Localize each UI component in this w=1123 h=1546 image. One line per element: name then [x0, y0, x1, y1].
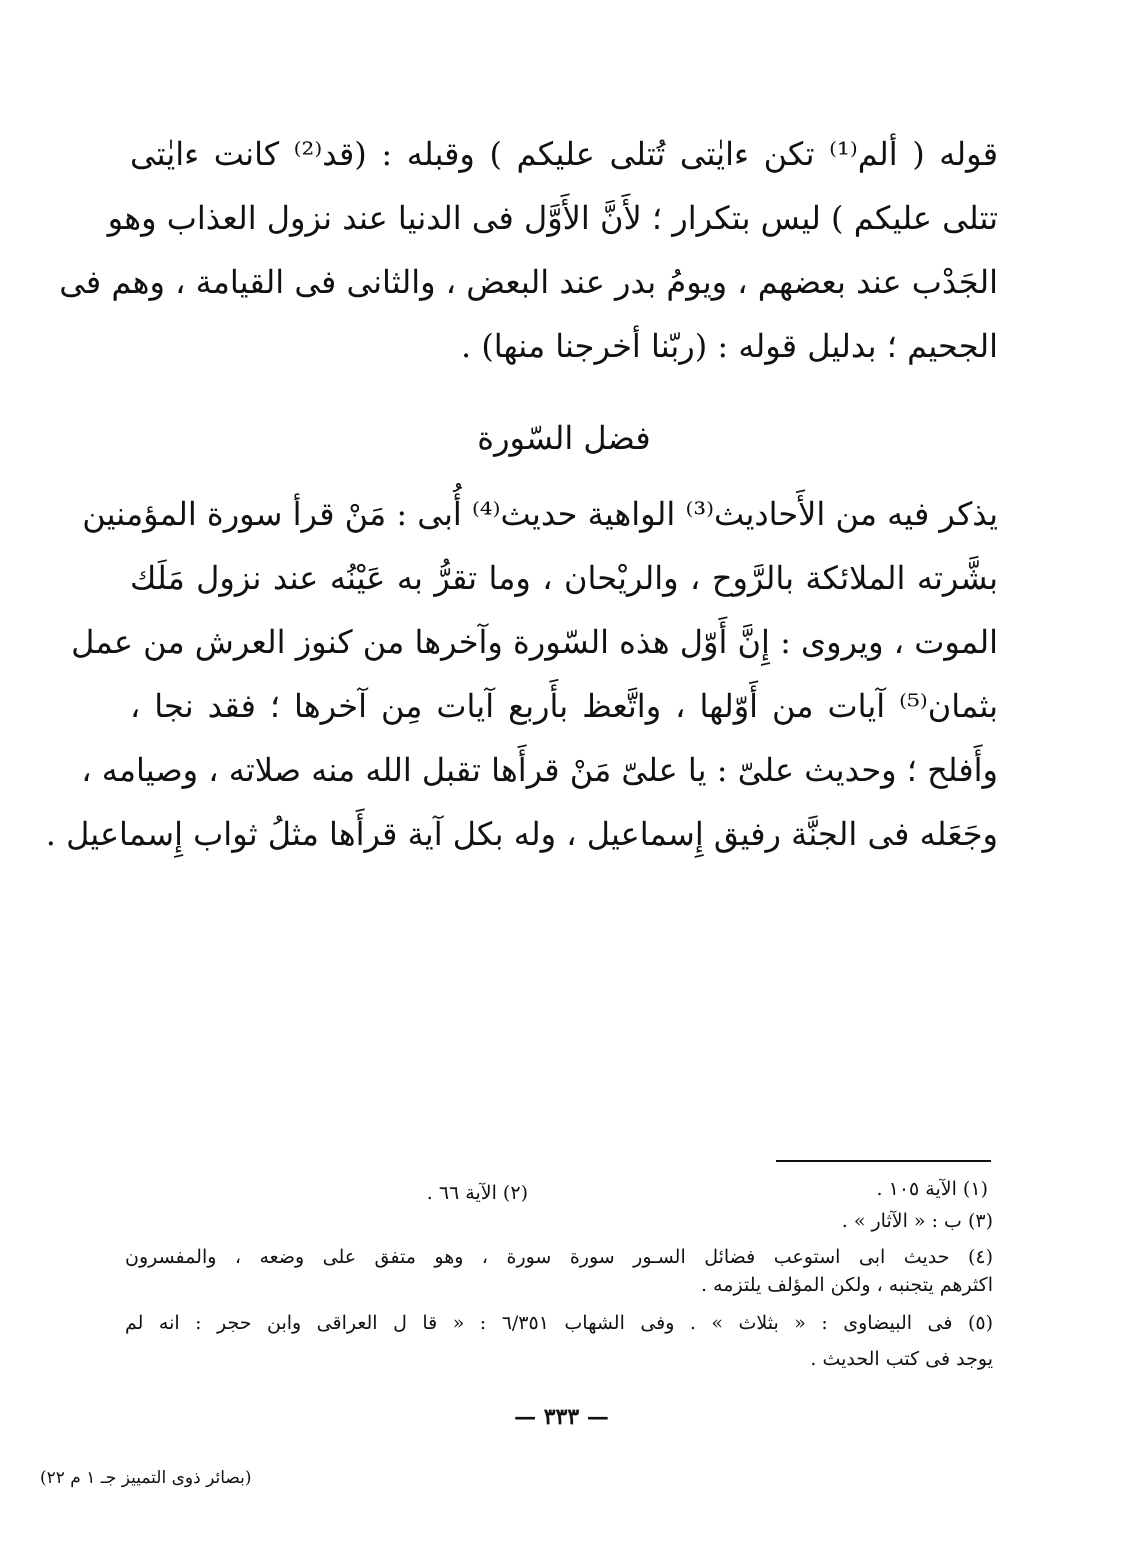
paragraph-1-line: تتلى عليكم ) ليس بتكرار ؛ لأَنَّ الأَوَّل فى الدنيا عند نزول العذاب وهو [107, 199, 998, 237]
paragraph-2-line: وأَفلح ؛ وحديث علىّ : يا علىّ مَنْ قرأَها تقبل الله منه صلاته ، وصيامه ، [81, 751, 998, 789]
paragraph-2-line: الموت ، ويروى : إِنَّ أَوّل هذه السّورة وآخرها من كنوز العرش من عمل [71, 623, 998, 661]
paragraph-1-line: الجحيم ؛ بدليل قوله : (ربّنا أخرجنا منها) . [460, 327, 998, 365]
paragraph-1-line: قوله ( ألم⁽¹⁾ تكن ءايٰتى تُتلى عليكم ) وقبله : (قد⁽²⁾ كانت ءايٰتى [130, 135, 999, 173]
footnote-1: (١) الآية ١٠٥ . [876, 1178, 988, 1200]
paragraph-2-line: بشَّرته الملائكة بالرَّوح ، والريْحان ، وما تقرُّ به عَيْنُه عند نزول مَلَك [130, 559, 998, 597]
paragraph-1-line: الجَدْب عند بعضهم ، ويومُ بدر عند البعض ، والثانى فى القيامة ، وهم فى [59, 263, 998, 301]
footnote-5-line-2: يوجد فى كتب الحديث . [810, 1348, 993, 1370]
paragraph-2-line: يذكر فيه من الأَحاديث⁽³⁾ الواهية حديث⁽⁴⁾ أُبى : مَنْ قرأ سورة المؤمنين [82, 495, 998, 533]
footnote-4-line-2: اكثرهم يتجنبه ، ولكن المؤلف يلتزمه . [701, 1274, 993, 1296]
footnote-separator [776, 1160, 991, 1162]
footnote-4-line-1: (٤) حديث ابى استوعب فضائل السـور سورة سورة ، وهو متفق على وضعه ، والمفسرون [125, 1246, 993, 1268]
footnote-5-line-1: (٥) فى البيضاوى : « بثلاث » . وفى الشهاب ٦/٣٥١ : « قا ل العراقى وابن حجر : انه لم [125, 1312, 993, 1334]
printer-signature: (بصائر ذوى التمييز جـ ١ م ٢٢) [40, 1468, 252, 1488]
paragraph-2-line: بثمان⁽⁵⁾ آيات من أَوّلها ، واتَّعظ بأَربع آيات مِن آخرها ؛ فقد نجا ، [130, 687, 999, 725]
paragraph-2 [45, 482, 999, 866]
paragraph-1 [59, 122, 999, 378]
section-title: فضل السّورة [477, 419, 651, 457]
paragraph-2-line: وجَعَله فى الجنَّة رفيق إِسماعيل ، وله بكل آية قرأَها مثلُ ثواب إِسماعيل . [45, 815, 998, 853]
footnote-3: (٣) ب : « الآثار » . [841, 1210, 993, 1232]
page-number: — ٣٣٣ — [514, 1404, 609, 1430]
footnote-2: (٢) الآية ٦٦ . [426, 1182, 528, 1204]
